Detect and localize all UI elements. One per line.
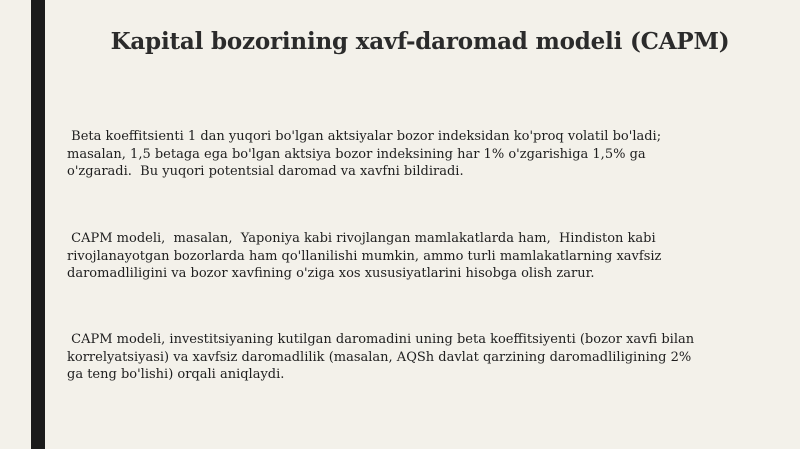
paragraph-capm-definition: CAPM modeli, investitsiyaning kutilgan daromadini uning beta koeffitsiyenti (bozor xavfi bilan korrelyatsiyasi) va xavfsiz daromadlilik (masalan, AQSh davlat qarzining daromadliligining 2% ga teng bo'lishi) orqali aniqlaydi. bbox=[67, 332, 695, 382]
paragraph-capm-countries: CAPM modeli, masalan, Yaponiya kabi rivojlangan mamlakatlarda ham, Hindiston kabi rivojlanayotgan bozorlarda ham qo'llanilishi mumkin, ammo turli mamlakatlarning xavfsiz daromadliligini va bozor xavfining o'ziga xos xususiyatlarini hisobga olish zarur. bbox=[67, 231, 662, 281]
slide-title: Kapital bozorining xavf-daromad modeli (CAPM) bbox=[110, 28, 730, 55]
paragraph-beta: Beta koeffitsienti 1 dan yuqori bo'lgan aktsiyalar bozor indeksidan ko'proq volatil bo'ladi; masalan, 1,5 betaga ega bo'lgan aktsiya bozor indeksining har 1% o'zgarishiga 1,5% ga o'zgaradi. Bu yuqori potentsial daromad va xavfni bildiradi. bbox=[67, 129, 662, 179]
left-accent-bar bbox=[31, 0, 45, 449]
